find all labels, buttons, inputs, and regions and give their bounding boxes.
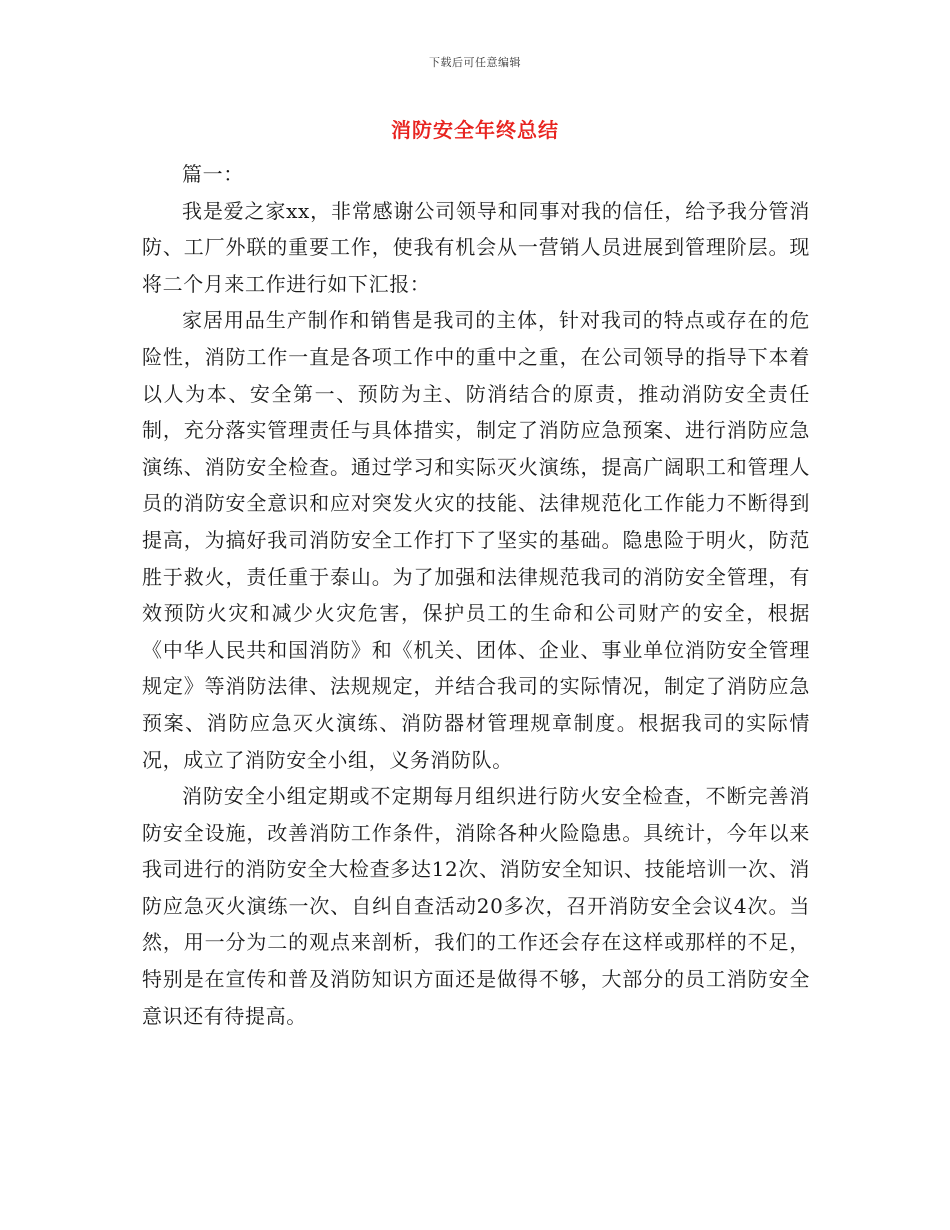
section-label: 篇一： xyxy=(182,162,244,186)
paragraph-intro: 我是爱之家xx，非常感谢公司领导和同事对我的信任，给予我分管消防、工厂外联的重要工作，使我有机会从一营销人员进展到管理阶层。现将二个月来工作进行如下汇报： xyxy=(142,198,810,296)
paragraph-fire-safety-work: 家居用品生产制作和销售是我司的主体，针对我司的特点或存在的危险性，消防工作一直是各项工作中的重中之重，在公司领导的指导下本着以人为本、安全第一、预防为主、防消结合的原责，推动消防安全责任制，充分落实管理责任与具体措实，制定了消防应急预案、进行消防应急演练、消防安全检查。通过学习和实际灭火演练，提高广阔职工和管理人员的消防安全意识和应对突发火灾的技能、法律规范化工作能力不断得到提高，为搞好我司消防安全工作打下了坚实的基础。隐患险于明火，防范胜于救火，责任重于泰山。为了加强和法律规范我司的消防安全管理，有效预防火灾和减少火灾危害，保护员工的生命和公司财产的安全，根据《中华人民共和国消防》和《机关、团体、企业、事业单位消防安全管理规定》等消防法律、法规规定，并结合我司的实际情况，制定了消防应急预案、消防应急灭火演练、消防器材管理规章制度。根据我司的实际情况，成立了消防安全小组，义务消防队。 xyxy=(142,308,810,772)
document-body xyxy=(142,156,810,1034)
document-title: 消防安全年终总结 xyxy=(391,118,559,142)
paragraph-inspection-summary: 消防安全小组定期或不定期每月组织进行防火安全检查，不断完善消防安全设施，改善消防工作条件，消除各种火险隐患。具统计，今年以来我司进行的消防安全大检查多达12次、消防安全知识、技能培训一次、消防应急灭火演练一次、自纠自查活动20多次，召开消防安全会议4次。当然，用一分为二的观点来剖析，我们的工作还会存在这样或那样的不足，特别是在宣传和普及消防知识方面还是做得不够，大部分的员工消防安全意识还有待提高。 xyxy=(142,784,810,1028)
header-note: 下载后可任意编辑 xyxy=(429,56,521,69)
